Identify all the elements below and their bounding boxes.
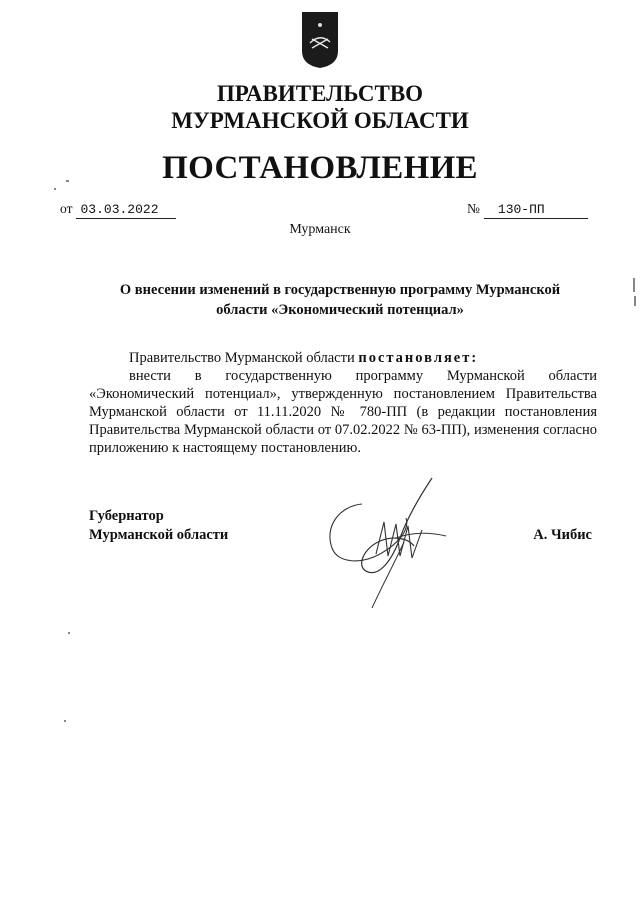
organization-title-line1: ПРАВИТЕЛЬСТВО — [216, 81, 424, 106]
date-prefix: от — [60, 201, 73, 216]
scan-mark — [633, 278, 635, 292]
subject-line1: О внесении изменений в государственную программу Мурманской — [119, 282, 561, 298]
date-field: 03.03.2022 — [76, 202, 176, 219]
signer-name: А. Чибис — [533, 527, 592, 543]
scan-mark — [64, 720, 66, 722]
date-block — [60, 201, 176, 219]
scan-mark — [66, 180, 69, 182]
number-field: 130-ПП — [484, 202, 588, 219]
subject-heading — [98, 280, 582, 320]
document-type: ПОСТАНОВЛЕНИЕ — [162, 150, 478, 186]
signer-position-line2: Мурманской области — [89, 527, 229, 543]
organization-title — [0, 80, 640, 134]
number-prefix: № — [467, 201, 480, 216]
resolution-text: внести в государственную программу Мурманской области «Экономический потенциал», утвержденную постановлением Правительства Мурманской области от 11.11.2020 № 780-ПП (в редакции постановления Правительства Мурманской области от 07.02.2022 № 63-ПП), изменения согласно приложению к настоящему постановлению. — [89, 368, 597, 456]
resolution-intro: Правительство Мурманской области — [129, 350, 355, 366]
decree-word: постановляет: — [358, 350, 479, 366]
handwritten-signature-icon — [322, 476, 452, 611]
coat-of-arms-icon — [301, 11, 339, 69]
signer-position — [89, 507, 228, 545]
subject-line2: области «Экономический потенциал» — [216, 302, 464, 318]
organization-title-line2: МУРМАНСКОЙ ОБЛАСТИ — [171, 108, 469, 133]
resolution-body — [89, 349, 597, 457]
signer-position-line1: Губернатор — [89, 508, 164, 524]
scan-mark — [68, 632, 70, 634]
city: Мурманск — [289, 222, 351, 237]
scan-mark — [634, 296, 636, 306]
number-block — [467, 201, 588, 219]
scan-mark — [54, 188, 56, 190]
